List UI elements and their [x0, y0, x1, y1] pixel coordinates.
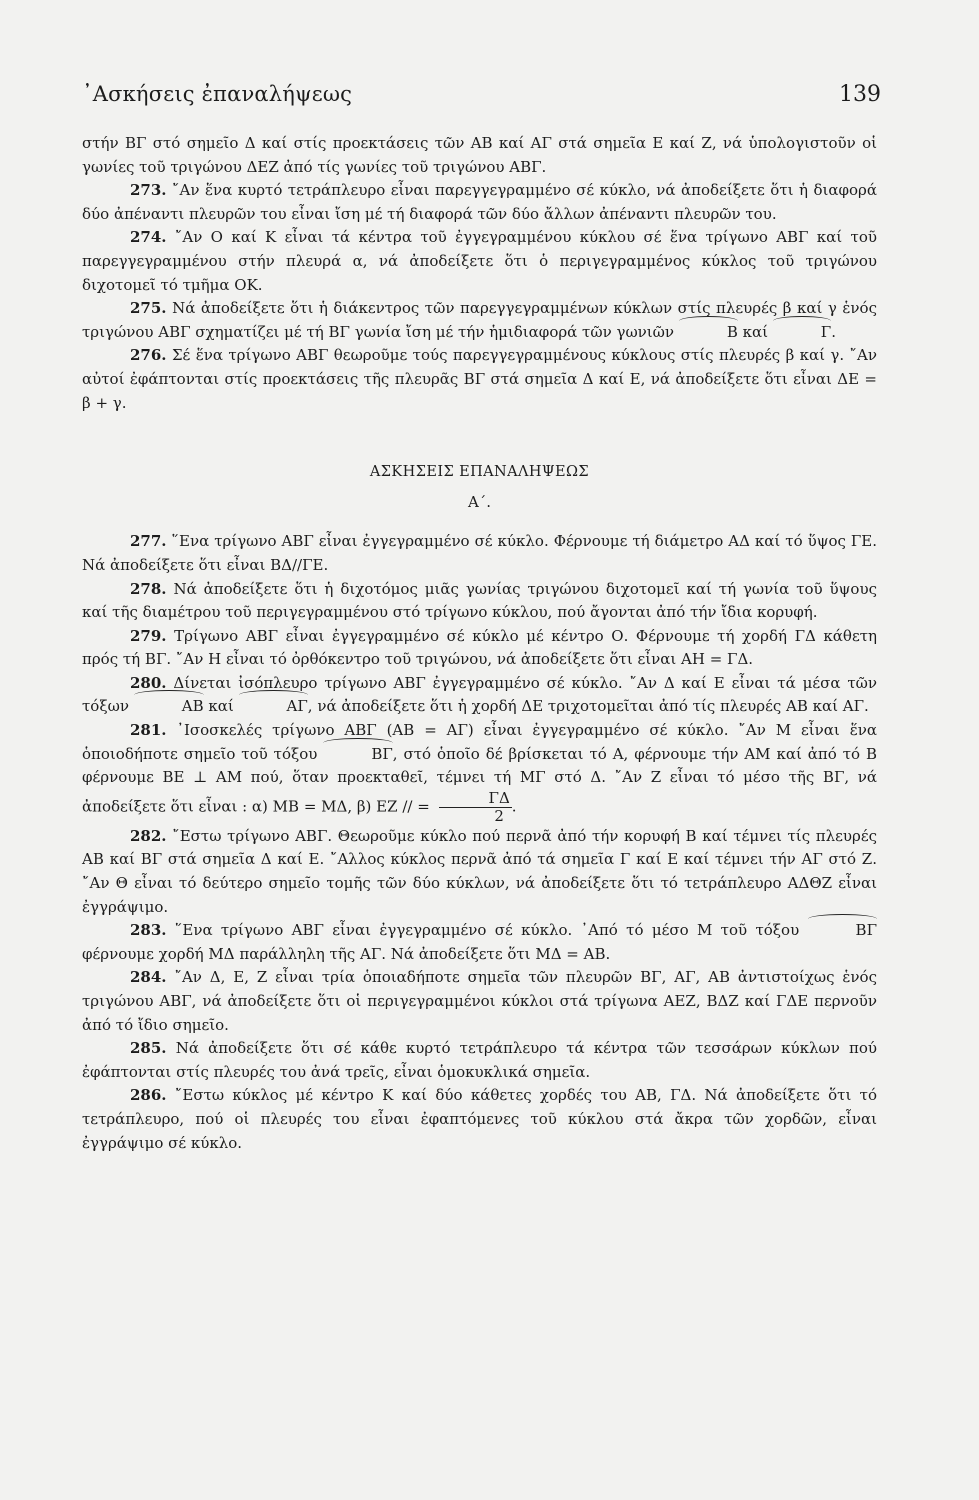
exercise-number: 275.	[130, 299, 167, 318]
exercise-277	[82, 530, 877, 577]
exercise-number: 274.	[130, 228, 167, 247]
exercise-number: 280.	[130, 673, 167, 692]
exercise-text: ῎Αν Δ, Ε, Ζ εἶναι τρία ὁποιαδήποτε σημεῖα τῶν πλευρῶν ΒΓ, ΑΓ, ΑΒ ἀντιστοίχως ἑνός τριγώνου ΑΒΓ, νά ἀποδείξετε ὅτι οἱ περιγεγραμμένοι κύκλοι στά τρίγωνα ΑΕΖ, ΒΔΖ καί ΓΔΕ περνοῦν ἀπό τό ἴδιο σημεῖο.	[82, 968, 877, 1034]
exercise-number: 281.	[130, 721, 167, 740]
exercise-text-continued: , στό ὁποῖο δέ βρίσκεται τό Α, φέρνουμε τήν ΑΜ καί ἀπό τό Β φέρνουμε ΒΕ ⊥ ΑΜ πού, ὅταν προεκταθεῖ, τέμνει τή ΜΓ στό Δ. ῎Αν Ζ εἶναι τό μέσο τῆς ΒΓ, νά ἀποδείξετε ὅτι εἶναι : α) ΜΒ = ΜΔ, β) ΕΖ // =	[82, 744, 877, 816]
arc-ag: ΑΓ	[239, 695, 308, 719]
angle-hat-g: Γ	[773, 321, 831, 345]
exercise-281	[82, 719, 877, 825]
exercise-text: Νά ἀποδείξετε ὅτι σέ κάθε κυρτό τετράπλευρο τά κέντρα τῶν τεσσάρων κύκλων πού ἐφάπτονται στίς πλευρές του ἀνά τρεῖς, εἶναι ὁμοκυκλικά σημεῖα.	[82, 1039, 877, 1081]
exercise-number: 283.	[130, 921, 167, 940]
exercise-282	[82, 825, 877, 919]
exercise-279	[82, 625, 877, 672]
exercise-number: 284.	[130, 968, 167, 987]
exercise-283	[82, 919, 877, 966]
exercise-number: 285.	[130, 1039, 167, 1058]
arc-bg: ΒΓ	[323, 743, 392, 767]
running-head	[82, 82, 881, 107]
exercise-text: ῞Ενα τρίγωνο ΑΒΓ εἶναι ἐγγεγραμμένο σέ κύκλο. Φέρνουμε τή διάμετρο ΑΔ καί τό ὕψος ΓΕ. Νά ἀποδείξετε ὅτι εἶναι ΒΔ//ΓΕ.	[82, 532, 877, 574]
section-heading: ΑΣΚΗΣΕΙΣ ΕΠΑΝΑΛΗΨΕΩΣ	[369, 464, 590, 481]
sentence-end: .	[511, 797, 517, 816]
sentence-end: .	[831, 322, 836, 341]
exercise-number: 276.	[130, 346, 167, 365]
running-title: ᾿Ασκήσεις ἐπαναλήψεως	[82, 82, 353, 106]
exercise-text: ῎Αν Ο καί Κ εἶναι τά κέντρα τοῦ ἐγγεγραμμένου κύκλου σέ ἕνα τρίγωνο ΑΒΓ καί τοῦ παρεγγεγραμμένου στήν πλευρά α, νά ἀποδείξετε ὅτι ὁ περιγεγραμμένος κύκλος τοῦ τριγώνου διχοτομεῖ τό τμῆμα ΟΚ.	[82, 228, 877, 294]
exercise-text: ῎Εστω τρίγωνο ΑΒΓ. Θεωροῦμε κύκλο πού περνᾶ ἀπό τήν κορυφή Β καί τέμνει τίς πλευρές ΑΒ καί ΒΓ στά σημεῖα Δ καί Ε. ῎Αλλος κύκλος περνᾶ ἀπό τά σημεῖα Γ καί Ε καί τέμνει τήν ΑΓ στό Ζ. ῎Αν Θ εἶναι τό δεύτερο σημεῖο τομῆς τῶν δύο κύκλων, νά ἀποδείξετε ὅτι τό τετράπλευρο ΑΔΘΖ εἶναι ἐγγράψιμο.	[82, 826, 877, 916]
exercise-number: 282.	[130, 826, 167, 845]
exercise-text: ῎Αν ἕνα κυρτό τετράπλευρο εἶναι παρεγγεγραμμένο σέ κύκλο, νά ἀποδείξετε ὅτι ἡ διαφορά δύο ἀπέναντι πλευρῶν του εἶναι ἴση μέ τή διαφορά τῶν δύο ἄλλων ἀπέναντι πλευρῶν του.	[82, 181, 877, 223]
exercise-286	[82, 1084, 877, 1155]
conjunction: καί	[742, 322, 769, 341]
exercise-text: ῞Ενα τρίγωνο ΑΒΓ εἶναι ἐγγεγραμμένο σέ κύκλο. ᾿Από τό μέσο Μ τοῦ τόξου	[174, 921, 800, 940]
exercise-text: Νά ἀποδείξετε ὅτι ἡ διάκεντρος τῶν παρεγγεγραμμένων κύκλων στίς πλευρές β καί γ ἑνός τριγώνου ΑΒΓ σχηματίζει μέ τή ΒΓ γωνία ἴση μέ τήν ἡμιδιαφορά τῶν γωνιῶν	[82, 299, 877, 341]
fraction	[439, 790, 512, 825]
exercise-number: 273.	[130, 181, 167, 200]
exercise-284	[82, 966, 877, 1037]
arc-ab: ΑΒ	[134, 695, 204, 719]
exercise-number: 286.	[130, 1086, 167, 1105]
exercise-text: ῎Εστω κύκλος μέ κέντρο Κ καί δύο κάθετες χορδές του ΑΒ, ΓΔ. Νά ἀποδείξετε ὅτι τό τετράπλευρο, πού οἱ πλευρές του εἶναι ἐφαπτόμενες τοῦ κύκλου στά ἄκρα τῶν χορδῶν, εἶναι ἐγγράψιμο σέ κύκλο.	[82, 1086, 877, 1152]
exercise-number: 278.	[130, 579, 167, 598]
exercise-278	[82, 578, 877, 625]
exercise-text-continued: φέρνουμε χορδή ΜΔ παράλληλη τῆς ΑΓ. Νά ἀποδείξετε ὅτι ΜΔ = ΑΒ.	[82, 944, 611, 963]
exercise-text-continued: , νά ἀποδείξετε ὅτι ἡ χορδή ΔΕ τριχοτομεῖται ἀπό τίς πλευρές ΑΒ καί ΑΓ.	[307, 697, 869, 716]
fraction-denominator: 2	[494, 806, 504, 825]
exercise-text: Νά ἀποδείξετε ὅτι ἡ διχοτόμος μιᾶς γωνίας τριγώνου διχοτομεῖ καί τή γωνία τοῦ ὕψους καί τῆς διαμέτρου τοῦ περιγεγραμμένου στό τρίγωνο κύκλου, πού ἄγονται ἀπό τήν ἴδια κορυφή.	[82, 579, 877, 622]
page-number: 139	[839, 82, 881, 107]
exercise-text: ᾿Ισοσκελές τρίγωνο ΑΒΓ (ΑΒ = ΑΓ) εἶναι ἐγγεγραμμένο σέ κύκλο. ῎Αν Μ εἶναι ἕνα ὁποιοδήποτε σημεῖο τοῦ τόξου	[82, 721, 877, 763]
exercise-text: Τρίγωνο ΑΒΓ εἶναι ἐγγεγραμμένο σέ κύκλο μέ κέντρο Ο. Φέρνουμε τή χορδή ΓΔ κάθετη πρός τή ΒΓ. ῎Αν Η εἶναι τό ὀρθόκεντρο τοῦ τριγώνου, νά ἀποδείξετε ὅτι εἶναι ΑΗ = ΓΔ.	[82, 626, 877, 669]
exercise-text: Δίνεται ἰσόπλευρο τρίγωνο ΑΒΓ ἐγγεγραμμένο σέ κύκλο. ῎Αν Δ καί Ε εἶναι τά μέσα τῶν τόξων	[82, 673, 877, 716]
exercise-274	[82, 226, 877, 297]
exercise-285	[82, 1037, 877, 1084]
section-subheading: Α΄.	[467, 492, 492, 511]
exercise-number: 279.	[130, 626, 167, 645]
conjunction: καί	[208, 697, 234, 716]
exercise-275	[82, 297, 877, 344]
angle-hat-b: Β	[679, 321, 738, 345]
exercise-273	[82, 179, 877, 226]
arc-bg: ΒΓ	[808, 919, 877, 943]
body-text	[82, 132, 877, 1155]
fraction-numerator: ΓΔ	[439, 790, 512, 808]
exercise-number: 277.	[130, 532, 167, 551]
exercise-280	[82, 672, 877, 719]
continued-exercise-text: στήν ΒΓ στό σημεῖο Δ καί στίς προεκτάσεις τῶν ΑΒ καί ΑΓ στά σημεῖα Ε καί Ζ, νά ὑπολογιστοῦν οἱ γωνίες τοῦ τριγώνου ΔΕΖ ἀπό τίς γωνίες τοῦ τριγώνου ΑΒΓ.	[82, 134, 877, 176]
exercise-276	[82, 344, 877, 415]
exercise-text: Σέ ἕνα τρίγωνο ΑΒΓ θεωροῦμε τούς παρεγγεγραμμένους κύκλους στίς πλευρές β καί γ. ῎Αν αὐτοί ἐφάπτονται στίς προεκτάσεις τῆς πλευρᾶς ΒΓ στά σημεῖα Δ καί Ε, νά ἀποδείξετε ὅτι εἶναι ΔΕ = β + γ.	[82, 346, 877, 412]
